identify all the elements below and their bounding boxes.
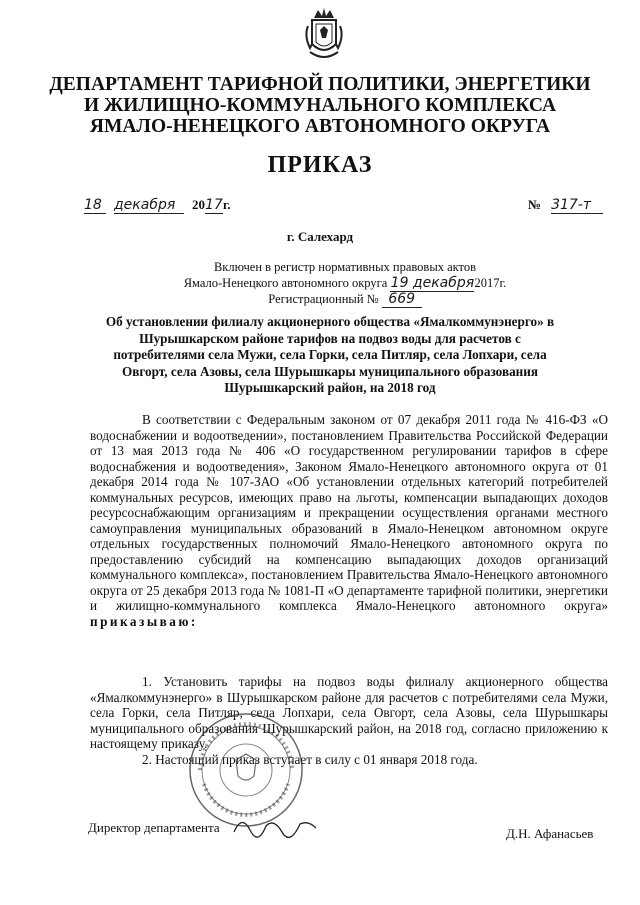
date-year: 17 — [205, 197, 223, 213]
registration-line-1: Включен в регистр нормативных правовых актов — [213, 260, 477, 274]
order-subject: Об установлении филиалу акционерного общества «Ямалкоммунэнерго» в Шурышкарском районе тарифов на подвоз воды для расчетов с потребителями села Мужи, села Горки, села Питляр, села Лопхари, села Овгорт, села Азовы, села Шурышкары муниципального образования Шурышкарский район, на 2018 год — [105, 314, 555, 395]
registration-number: 669 — [382, 292, 422, 308]
order-preamble — [90, 412, 608, 629]
order-word: приказываю: — [90, 613, 198, 629]
number-value: 317-т — [551, 197, 603, 214]
date-year-prefix: 20 — [192, 197, 205, 212]
number-label: № — [528, 197, 542, 212]
order-number — [528, 196, 603, 214]
city: г. Салехард — [286, 229, 354, 244]
order-item-1: 1. Установить тарифы на подвоз воды филиалу акционерного общества «Ямалкоммунэнерго» в Шурышкарском районе для расчетов с потребителями села Мужи, села Горки, села Питляр, села Лопхари, села Овгорт, села Азовы, села Шурышкары муниципального образования Шурышкарский район, на 2018 год, согласно приложению к настоящему приказу. — [90, 674, 608, 751]
registration-number-label: Регистрационный № — [268, 292, 379, 306]
order-item-2: 2. Настоящий приказ вступает в силу с 01 января 2018 года. — [142, 751, 478, 767]
signature-position: Директор департамента — [88, 820, 220, 835]
department-title-line-2: И ЖИЛИЩНО-КОММУНАЛЬНОГО КОМПЛЕКСА — [83, 95, 557, 116]
preamble-text: В соответствии с Федеральным законом от 07 декабря 2011 года № 416-ФЗ «О водоснабжении и водоотведении», постановлением Правительства Российской Федерации от 13 мая 2013 года № 406 «О государственном регулировании тарифов в сфере водоснабжения и водоотведения», Законом Ямало-Ненецкого автономного округа от 01 декабря 2014 года № 107-ЗАО «Об установлении отдельных категорий потребителей коммунальных ресурсов, имеющих право на льготы, компенсации выпадающих доходов ресурсоснабжающим организациям и прекращении осуществления органами местного самоуправления муниципальных образований в Ямало-Ненецком автономном округе отдельных государственных полномочий Ямало-Ненецкого автономного округа по предоставлению субсидий на компенсацию выпадающих доходов организаций коммунального комплекса», постановлением Правительства Ямало-Ненецкого автономного округа от 25 декабря 2013 года № 1081-П «О департаменте тарифной политики, энергетики и жилищно-коммунального комплекса Ямало-Ненецкого автономного округа» — [90, 412, 608, 613]
registration-line-3 — [130, 292, 560, 308]
date-year-suffix: г. — [223, 197, 231, 212]
registration-date: 19 декабря — [390, 275, 475, 291]
handwritten-signature-icon — [230, 812, 320, 840]
date-day: 18 — [84, 197, 106, 214]
date-month: декабря — [114, 197, 184, 214]
registration-year: 2017г. — [474, 276, 507, 290]
coat-of-arms-icon — [302, 6, 346, 62]
order-items — [90, 674, 608, 767]
department-title-line-3: ЯМАЛО-НЕНЕЦКОГО АВТОНОМНОГО ОКРУГА — [89, 116, 551, 137]
signature-name: Д.Н. Афанасьев — [506, 826, 594, 841]
department-title-line-1: ДЕПАРТАМЕНТ ТАРИФНОЙ ПОЛИТИКИ, ЭНЕРГЕТИКИ — [49, 74, 591, 95]
registration-region: Ямало-Ненецкого автономного округа — [183, 276, 388, 290]
order-date — [84, 196, 231, 214]
order-title: ПРИКАЗ — [267, 152, 373, 178]
registration-line-2 — [130, 276, 560, 292]
